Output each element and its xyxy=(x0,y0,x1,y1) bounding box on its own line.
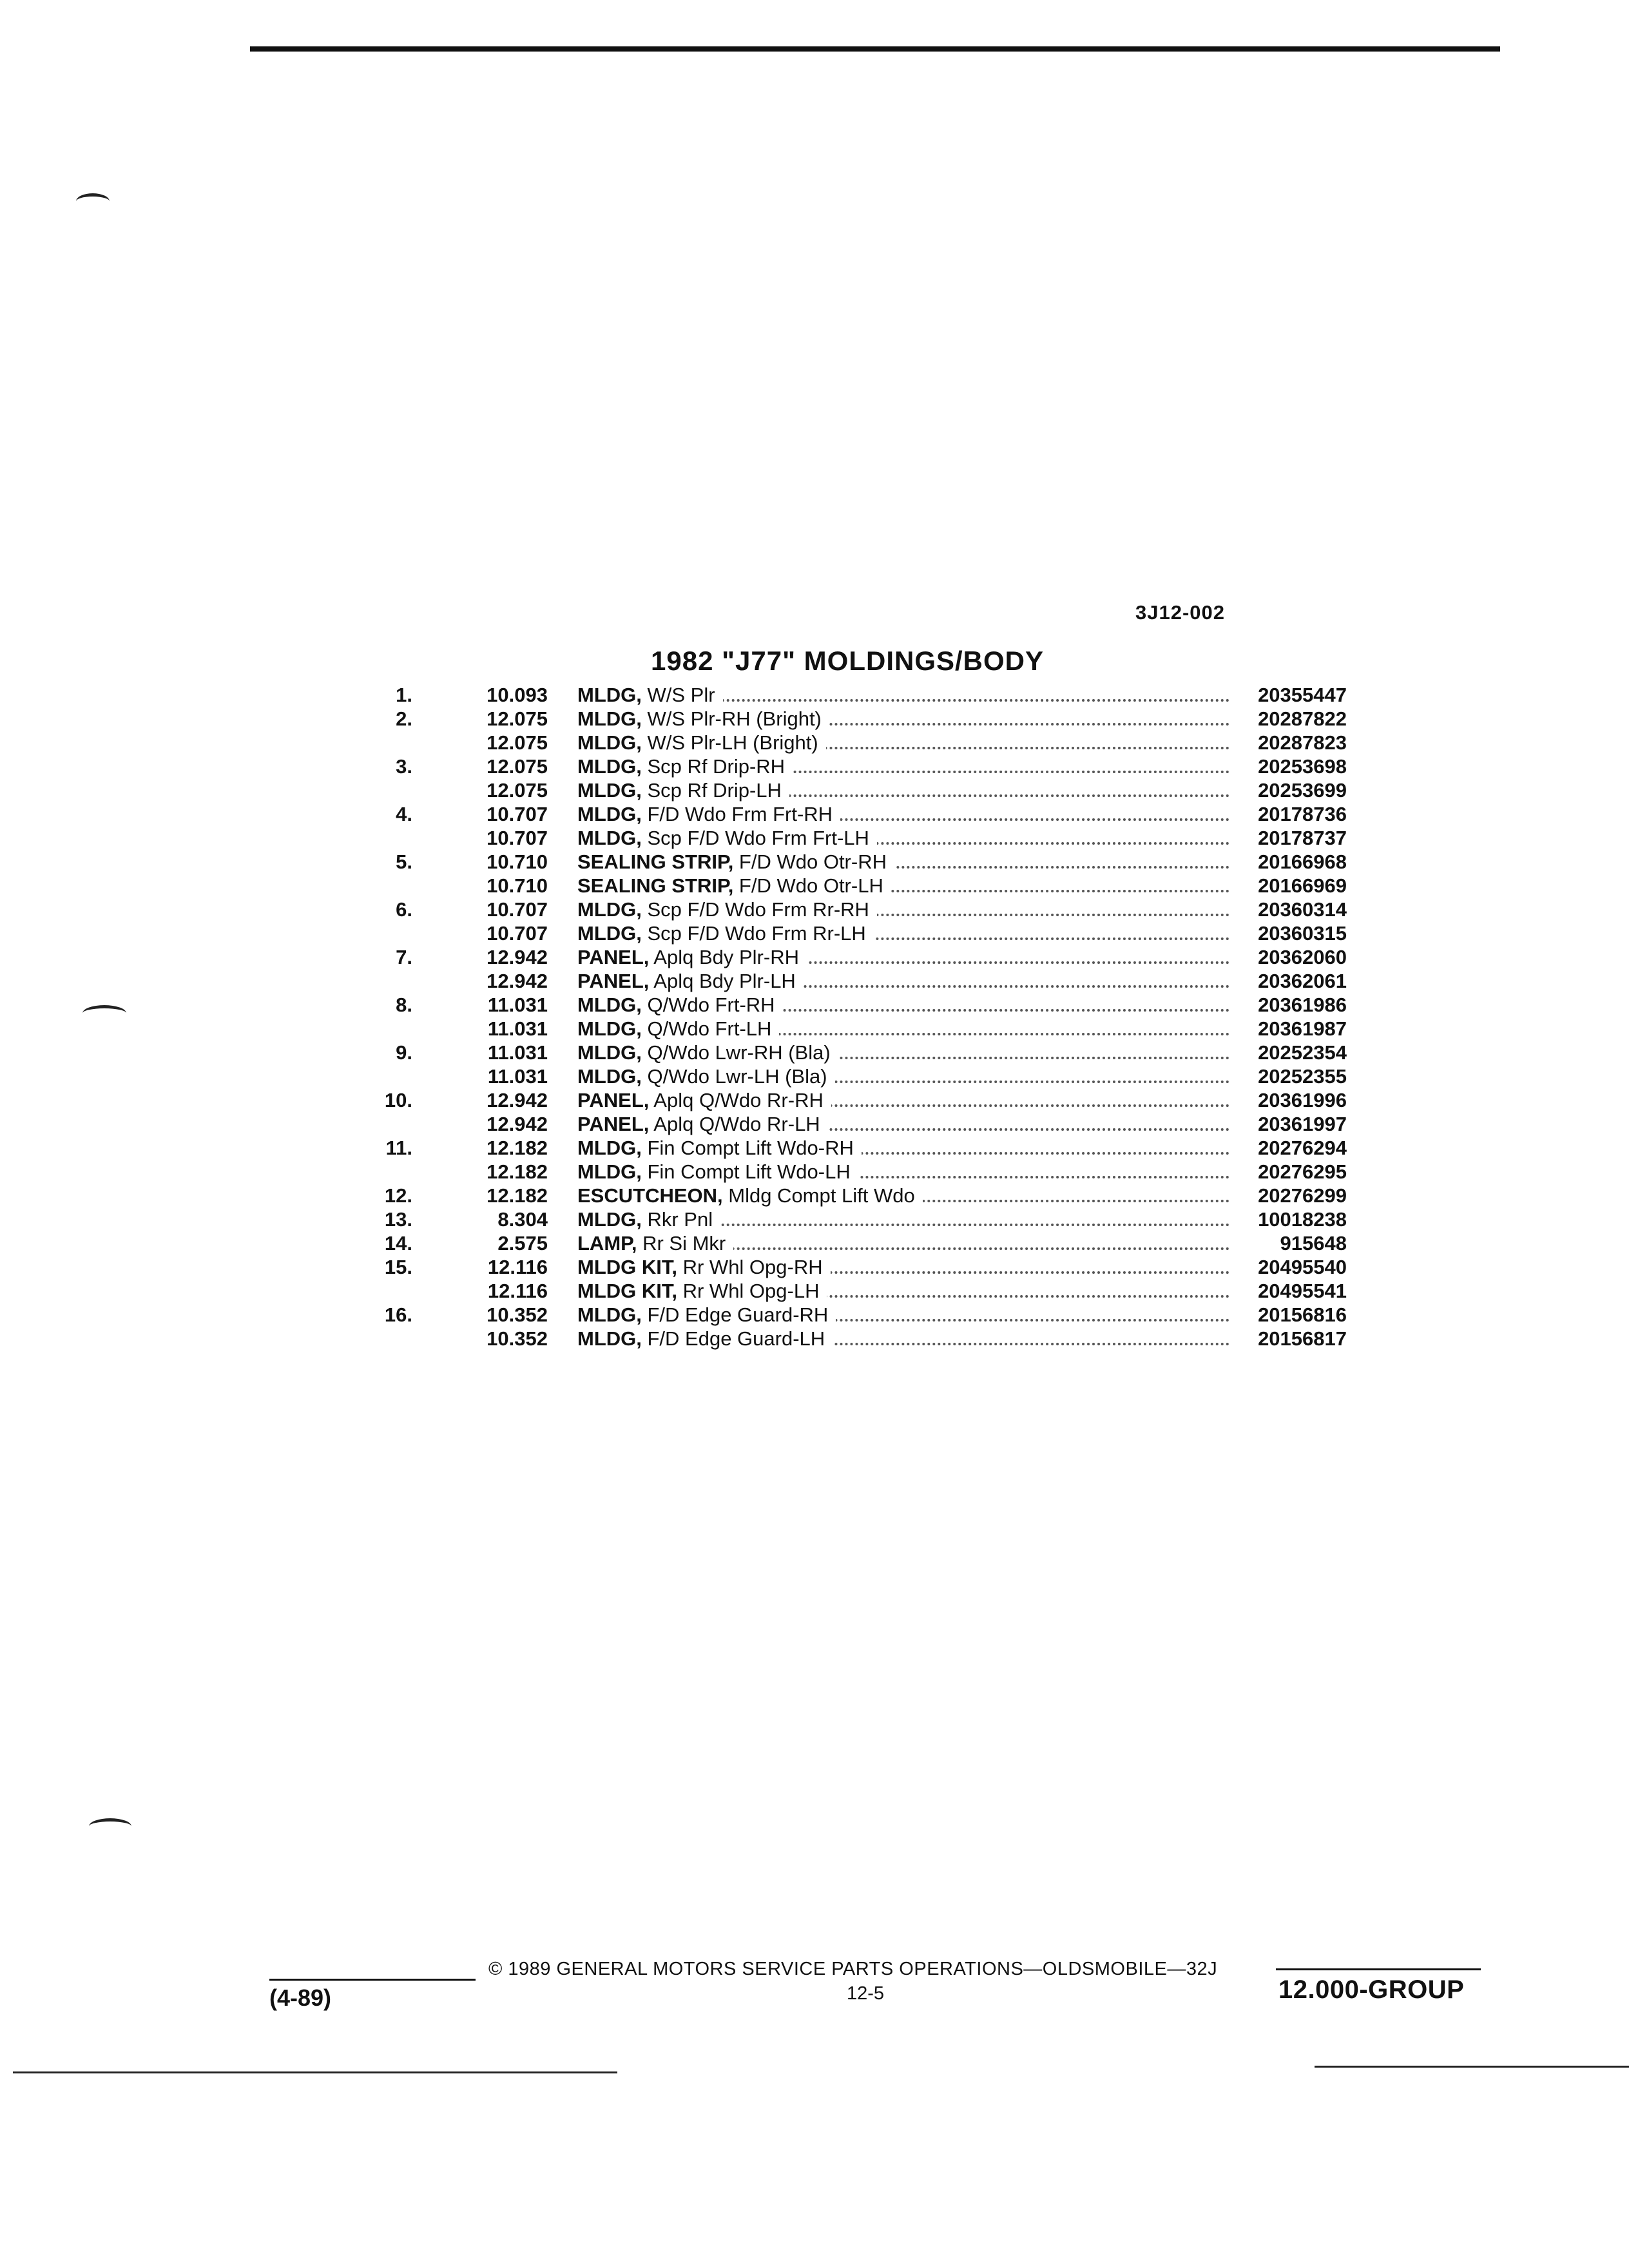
illustration-code: 2.575 xyxy=(497,1232,548,1254)
part-row xyxy=(361,1136,1353,1160)
item-number: 8. xyxy=(396,994,412,1016)
item-number: 5. xyxy=(396,850,412,873)
part-description xyxy=(577,1255,1229,1279)
part-detail: Aplq Bdy Plr-RH xyxy=(649,946,799,968)
part-name: MLDG, xyxy=(577,922,642,945)
item-number: 2. xyxy=(396,707,412,730)
part-description xyxy=(577,1160,1229,1184)
part-description xyxy=(577,1303,1229,1327)
part-description xyxy=(577,1088,1229,1112)
part-row xyxy=(361,874,1353,898)
illustration-code: 12.182 xyxy=(487,1184,548,1207)
illustration-code: 10.707 xyxy=(487,803,548,825)
part-detail: F/D Wdo Otr-RH xyxy=(733,850,887,873)
part-row xyxy=(361,969,1353,993)
illustration-code: 10.707 xyxy=(487,922,548,945)
part-number: 20360315 xyxy=(1258,922,1347,945)
part-row xyxy=(361,1160,1353,1184)
part-description xyxy=(577,1231,1229,1255)
part-number: 20287823 xyxy=(1258,731,1347,754)
part-description xyxy=(577,1041,1229,1064)
page-number: 12-5 xyxy=(847,1983,885,2004)
item-number: 7. xyxy=(396,946,412,968)
part-detail: Scp F/D Wdo Frm Rr-LH xyxy=(641,922,866,945)
part-name: MLDG KIT, xyxy=(577,1280,677,1302)
part-name: MLDG, xyxy=(577,1017,642,1040)
part-description xyxy=(577,898,1229,921)
part-row xyxy=(361,850,1353,874)
part-detail: W/S Plr xyxy=(641,684,715,706)
part-row xyxy=(361,683,1353,707)
part-name: LAMP, xyxy=(577,1232,637,1254)
illustration-code: 12.182 xyxy=(487,1137,548,1159)
part-name: SEALING STRIP, xyxy=(577,850,734,873)
top-rule xyxy=(250,46,1500,52)
part-number: 915648 xyxy=(1280,1232,1347,1254)
part-number: 20156817 xyxy=(1258,1327,1347,1350)
punch-hole-mark xyxy=(76,193,110,209)
part-name: PANEL, xyxy=(577,1089,650,1111)
part-number: 20355447 xyxy=(1258,684,1347,706)
item-number: 9. xyxy=(396,1041,412,1064)
part-number: 20360314 xyxy=(1258,898,1347,921)
part-row xyxy=(361,945,1353,969)
part-row xyxy=(361,778,1353,802)
item-number: 10. xyxy=(384,1089,412,1111)
illustration-code: 12.116 xyxy=(487,1280,548,1302)
part-number: 20276295 xyxy=(1258,1160,1347,1183)
part-description xyxy=(577,1112,1229,1136)
part-description xyxy=(577,1064,1229,1088)
part-row xyxy=(361,1088,1353,1112)
part-description xyxy=(577,921,1229,945)
part-name: MLDG, xyxy=(577,684,642,706)
illustration-code: 11.031 xyxy=(487,1017,548,1040)
part-row xyxy=(361,921,1353,945)
part-number: 20361996 xyxy=(1258,1089,1347,1111)
part-name: MLDG, xyxy=(577,898,642,921)
illustration-code: 12.075 xyxy=(487,755,548,778)
illustration-code: 12.116 xyxy=(487,1256,548,1278)
punch-hole-mark xyxy=(82,1005,126,1021)
part-description xyxy=(577,1017,1229,1041)
part-row xyxy=(361,1064,1353,1088)
illustration-code: 11.031 xyxy=(487,994,548,1016)
part-number: 20287822 xyxy=(1258,707,1347,730)
illustration-code: 12.075 xyxy=(487,731,548,754)
item-number: 4. xyxy=(396,803,412,825)
part-detail: F/D Edge Guard-LH xyxy=(641,1327,825,1350)
part-detail: Scp Rf Drip-RH xyxy=(641,755,786,778)
part-name: MLDG, xyxy=(577,827,642,849)
item-number: 13. xyxy=(384,1208,412,1231)
part-detail: Scp Rf Drip-LH xyxy=(641,779,782,802)
part-detail: Aplq Q/Wdo Rr-RH xyxy=(649,1089,824,1111)
part-name: MLDG, xyxy=(577,1065,642,1088)
illustration-code: 8.304 xyxy=(497,1208,548,1231)
part-number: 20156816 xyxy=(1258,1303,1347,1326)
part-row xyxy=(361,707,1353,731)
part-detail: Q/Wdo Lwr-LH (Bla) xyxy=(641,1065,827,1088)
part-detail: W/S Plr-LH (Bright) xyxy=(641,731,818,754)
part-name: MLDG, xyxy=(577,1041,642,1064)
illustration-code: 10.710 xyxy=(487,874,548,897)
part-name: MLDG, xyxy=(577,1327,642,1350)
item-number: 6. xyxy=(396,898,412,921)
part-number: 20178737 xyxy=(1258,827,1347,849)
part-number: 20253698 xyxy=(1258,755,1347,778)
part-detail: Scp F/D Wdo Frm Rr-RH xyxy=(641,898,869,921)
part-row xyxy=(361,1207,1353,1231)
part-number: 20362061 xyxy=(1258,970,1347,992)
part-row xyxy=(361,898,1353,921)
illustration-code: 12.182 xyxy=(487,1160,548,1183)
part-name: PANEL, xyxy=(577,946,650,968)
part-description xyxy=(577,1327,1229,1350)
part-row xyxy=(361,1303,1353,1327)
item-number: 3. xyxy=(396,755,412,778)
part-row xyxy=(361,1279,1353,1303)
part-row xyxy=(361,1017,1353,1041)
part-row xyxy=(361,1231,1353,1255)
illustration-code: 12.075 xyxy=(487,707,548,730)
part-row xyxy=(361,1112,1353,1136)
part-description xyxy=(577,969,1229,993)
part-detail: W/S Plr-RH (Bright) xyxy=(641,707,822,730)
illustration-code: 10.707 xyxy=(487,827,548,849)
part-detail: Scp F/D Wdo Frm Frt-LH xyxy=(641,827,869,849)
part-name: MLDG, xyxy=(577,803,642,825)
part-row xyxy=(361,1041,1353,1064)
parts-list xyxy=(361,683,1353,1350)
part-row xyxy=(361,754,1353,778)
part-description xyxy=(577,850,1229,874)
part-row xyxy=(361,993,1353,1017)
part-number: 20361986 xyxy=(1258,994,1347,1016)
illustration-code: 10.352 xyxy=(487,1327,548,1350)
illustration-code: 11.031 xyxy=(487,1041,548,1064)
part-description xyxy=(577,1279,1229,1303)
part-description xyxy=(577,826,1229,850)
part-name: PANEL, xyxy=(577,970,650,992)
part-description xyxy=(577,683,1229,707)
part-name: MLDG, xyxy=(577,1303,642,1326)
footer-rule-right xyxy=(1276,1968,1481,1970)
part-row xyxy=(361,826,1353,850)
part-description xyxy=(577,993,1229,1017)
part-detail: Mldg Compt Lift Wdo xyxy=(722,1184,915,1207)
item-number: 16. xyxy=(384,1303,412,1326)
part-row xyxy=(361,1184,1353,1207)
part-row xyxy=(361,1327,1353,1350)
bottom-rule-left xyxy=(13,2071,617,2073)
part-number: 20361997 xyxy=(1258,1113,1347,1135)
illustration-code: 10.093 xyxy=(487,684,548,706)
item-number: 14. xyxy=(384,1232,412,1254)
part-number: 20166968 xyxy=(1258,850,1347,873)
illustration-code: 10.710 xyxy=(487,850,548,873)
illustration-code: 12.942 xyxy=(487,1113,548,1135)
part-detail: Q/Wdo Frt-RH xyxy=(641,994,775,1016)
illustration-code: 11.031 xyxy=(487,1065,548,1088)
part-name: MLDG, xyxy=(577,1208,642,1231)
part-number: 20276299 xyxy=(1258,1184,1347,1207)
part-name: ESCUTCHEON, xyxy=(577,1184,723,1207)
part-name: MLDG, xyxy=(577,1160,642,1183)
part-detail: F/D Wdo Otr-LH xyxy=(733,874,883,897)
part-row xyxy=(361,802,1353,826)
part-name: SEALING STRIP, xyxy=(577,874,734,897)
part-number: 20276294 xyxy=(1258,1137,1347,1159)
part-detail: Fin Compt Lift Wdo-RH xyxy=(641,1137,854,1159)
part-number: 20362060 xyxy=(1258,946,1347,968)
part-detail: Q/Wdo Frt-LH xyxy=(641,1017,772,1040)
part-detail: Rr Whl Opg-RH xyxy=(677,1256,823,1278)
copyright-notice: © 1989 GENERAL MOTORS SERVICE PARTS OPERATIONS—OLDSMOBILE—32J xyxy=(488,1959,1218,1979)
part-description xyxy=(577,1207,1229,1231)
illustration-code: 12.942 xyxy=(487,946,548,968)
part-number: 20252355 xyxy=(1258,1065,1347,1088)
item-number: 15. xyxy=(384,1256,412,1278)
revision-date: (4-89) xyxy=(269,1984,332,2011)
part-detail: F/D Wdo Frm Frt-RH xyxy=(641,803,833,825)
part-detail: Q/Wdo Lwr-RH (Bla) xyxy=(641,1041,831,1064)
part-name: MLDG, xyxy=(577,707,642,730)
part-description xyxy=(577,778,1229,802)
part-number: 20495541 xyxy=(1258,1280,1347,1302)
part-number: 20253699 xyxy=(1258,779,1347,802)
part-name: MLDG, xyxy=(577,994,642,1016)
item-number: 11. xyxy=(385,1137,412,1159)
illustration-code: 10.707 xyxy=(487,898,548,921)
part-number: 20252354 xyxy=(1258,1041,1347,1064)
part-name: MLDG, xyxy=(577,1137,642,1159)
part-description xyxy=(577,802,1229,826)
part-detail: F/D Edge Guard-RH xyxy=(641,1303,829,1326)
part-name: MLDG, xyxy=(577,779,642,802)
part-number: 20495540 xyxy=(1258,1256,1347,1278)
part-description xyxy=(577,1136,1229,1160)
part-number: 20166969 xyxy=(1258,874,1347,897)
part-description xyxy=(577,731,1229,754)
part-row xyxy=(361,731,1353,754)
group-label: 12.000-GROUP xyxy=(1278,1975,1465,2004)
item-number: 1. xyxy=(396,684,412,706)
illustration-code: 12.942 xyxy=(487,1089,548,1111)
part-detail: Aplq Q/Wdo Rr-LH xyxy=(649,1113,820,1135)
part-detail: Rkr Pnl xyxy=(641,1208,713,1231)
part-description xyxy=(577,1184,1229,1207)
illustration-code: 10.352 xyxy=(487,1303,548,1326)
bottom-rule-right xyxy=(1315,2066,1629,2068)
part-number: 10018238 xyxy=(1258,1208,1347,1231)
part-number: 20178736 xyxy=(1258,803,1347,825)
part-name: MLDG, xyxy=(577,755,642,778)
reference-code: 3J12-002 xyxy=(1135,601,1226,624)
part-detail: Rr Whl Opg-LH xyxy=(677,1280,820,1302)
part-description xyxy=(577,707,1229,731)
part-description xyxy=(577,945,1229,969)
part-name: MLDG KIT, xyxy=(577,1256,677,1278)
section-title: 1982 "J77" MOLDINGS/BODY xyxy=(651,646,1045,676)
part-description xyxy=(577,874,1229,898)
illustration-code: 12.942 xyxy=(487,970,548,992)
part-description xyxy=(577,754,1229,778)
part-detail: Rr Si Mkr xyxy=(637,1232,726,1254)
illustration-code: 12.075 xyxy=(487,779,548,802)
part-number: 20361987 xyxy=(1258,1017,1347,1040)
item-number: 12. xyxy=(384,1184,412,1207)
part-name: PANEL, xyxy=(577,1113,650,1135)
part-detail: Fin Compt Lift Wdo-LH xyxy=(641,1160,851,1183)
footer-rule-left xyxy=(269,1979,476,1981)
part-name: MLDG, xyxy=(577,731,642,754)
part-detail: Aplq Bdy Plr-LH xyxy=(649,970,796,992)
part-row xyxy=(361,1255,1353,1279)
punch-hole-mark xyxy=(89,1818,131,1834)
